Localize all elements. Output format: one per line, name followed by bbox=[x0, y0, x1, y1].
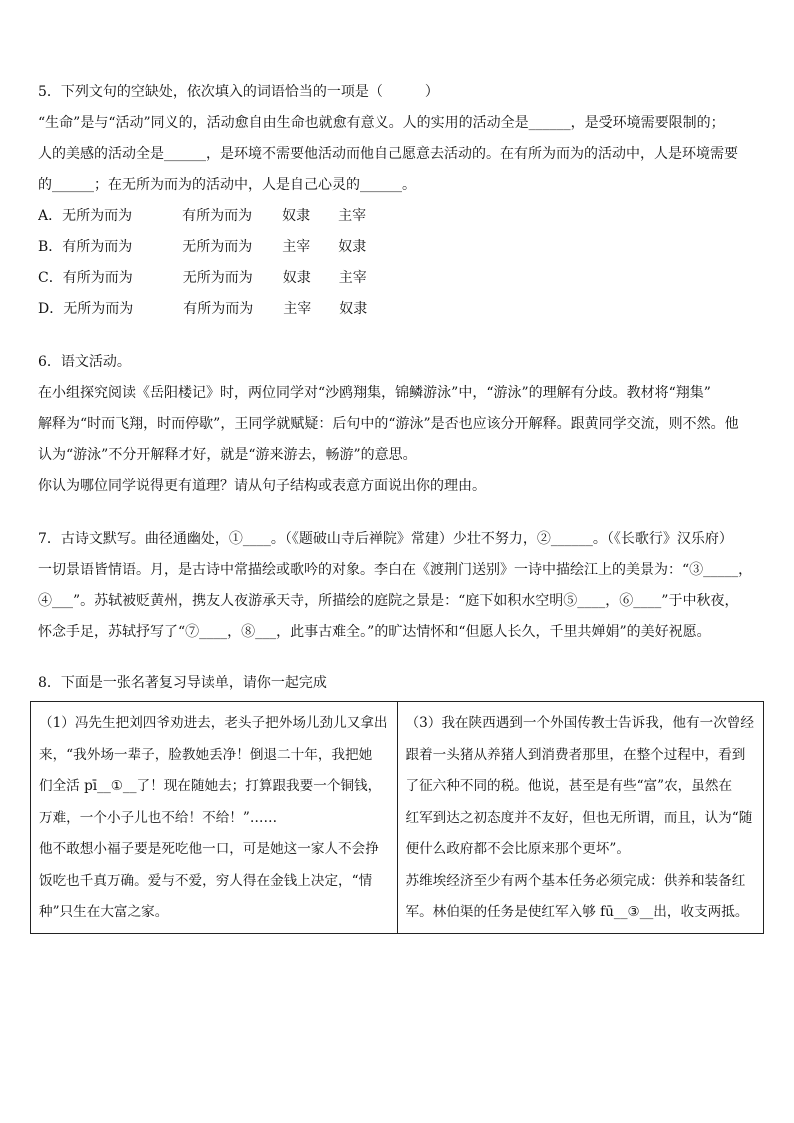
question-6-stem: 6．语文活动。 bbox=[38, 354, 131, 370]
question-5-passage-line: 的______；在无所为而为的活动中，人是自己心灵的______。 bbox=[38, 177, 416, 193]
question-5-passage-line: “生命”是与“活动”同义的，活动愈自由生命也就愈有意义。人的实用的活动全是______，是受环境需要限制的； bbox=[38, 115, 725, 131]
question-6-line: 在小组探究阅读《岳阳楼记》时，两位同学对“沙鸥翔集，锦鳞游泳”中，“游泳”的理解有分歧。教材将“翔集” bbox=[38, 385, 711, 401]
option-a[interactable]: A．无所为而为 有所为而为 奴隶 主宰 bbox=[38, 208, 367, 224]
question-5 bbox=[38, 77, 760, 325]
question-8 bbox=[38, 668, 760, 699]
question-7-line: 7．古诗文默写。曲径通幽处，①____。（《题破山寺后禅院》常建）少壮不努力，②______。（《长歌行》汉乐府） bbox=[38, 531, 733, 547]
question-5-stem: 5．下列文句的空缺处，依次填入的词语恰当的一项是（ ） bbox=[38, 84, 439, 100]
question-5-passage-line: 人的美感的活动全是______，是环境不需要他活动而他自己愿意去活动的。在有所为而为的活动中，人是环境需要 bbox=[38, 146, 738, 162]
question-6 bbox=[38, 347, 760, 502]
question-7-line: ④___”。苏轼被贬黄州，携友人夜游承天寺，所描绘的庭院之景是：“庭下如积水空明⑤____，⑥____”于中秋夜， bbox=[38, 593, 739, 609]
reading-guide-table bbox=[30, 701, 764, 934]
question-6-line: 你认为哪位同学说得更有道理？请从句子结构或表意方面说出你的理由。 bbox=[38, 478, 486, 494]
question-6-line: 认为“游泳”不分开解释才好，就是“游来游去，畅游”的意思。 bbox=[38, 447, 417, 463]
question-7-line: 怀念手足，苏轼抒写了“⑦____，⑧___，此事古难全。”的旷达情怀和“但愿人长久，千里共婵娟”的美好祝愿。 bbox=[38, 624, 711, 640]
option-b[interactable]: B．有所为而为 无所为而为 主宰 奴隶 bbox=[38, 239, 367, 255]
option-d[interactable]: D．无所为而为 有所为而为 主宰 奴隶 bbox=[38, 301, 368, 317]
option-c[interactable]: C．有所为而为 无所为而为 奴隶 主宰 bbox=[38, 270, 367, 286]
question-7 bbox=[38, 524, 760, 648]
guide-cell-left: （1）冯先生把刘四爷劝进去，老头子把外场儿劲儿又拿出 来，“我外场一辈子，脸教她丢净！倒退二十年，我把她 们全活 pī__①__了！现在随她去；打算跟我要一个铜钱， 万难，一个小子儿也不给！不给！”…… 他不敢想小福子要是死吃他一口，可是她这一家人不会挣 饭吃也千真万确。爱与不爱，穷人得在金钱上决定，“情 种”只生在大富之家。 bbox=[31, 702, 398, 934]
question-7-line: 一切景语皆情语。月，是古诗中常描绘或歌吟的对象。李白在《渡荆门送别》一诗中描绘江上的美景为：“③_____， bbox=[38, 562, 753, 578]
guide-cell-right: （3）我在陕西遇到一个外国传教士告诉我，他有一次曾经 跟着一头猪从养猪人到消费者那里，在整个过程中，看到 了征六种不同的税。他说，甚至是有些“富”农，虽然在 红军到达之初态度并不友好，但也无所谓，而且，认为“随 便什么政府都不会比原来那个更坏”。 苏维埃经济至少有两个基本任务必须完成：供养和装备红 军。林伯渠的任务是使红军入够 fū__③__出，收支两抵。 bbox=[397, 702, 764, 934]
question-8-stem: 8．下面是一张名著复习导读单，请你一起完成 bbox=[38, 675, 327, 691]
question-6-line: 解释为“时而飞翔，时而停歇”，王同学就赋疑：后句中的“游泳”是否也应该分开解释。跟黄同学交流，则不然。他 bbox=[38, 416, 739, 432]
